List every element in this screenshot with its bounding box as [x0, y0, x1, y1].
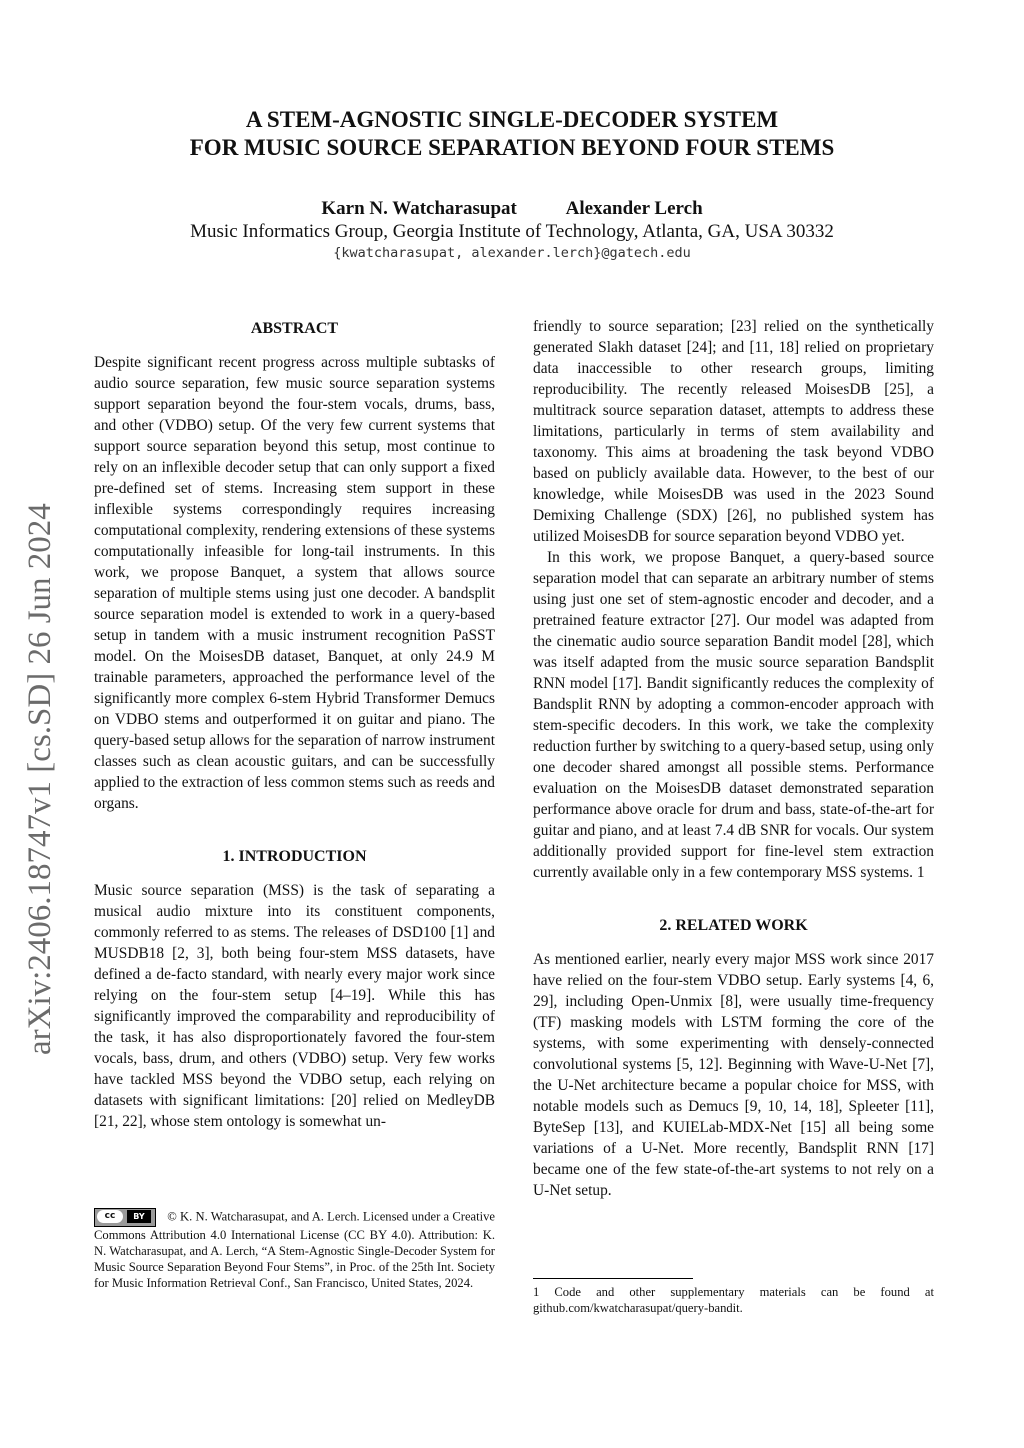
license-notice [94, 1208, 495, 1291]
author-name: Alexander Lerch [565, 198, 703, 219]
footnote: 1 Code and other supplementary materials can be found at github.com/kwatcharasupat/query-bandit. [533, 1285, 934, 1315]
footnote-rule [533, 1278, 693, 1279]
title-line-2: FOR MUSIC SOURCE SEPARATION BEYOND FOUR STEMS [189, 135, 835, 160]
license-text: © K. N. Watcharasupat, and A. Lerch. Licensed under a Creative Commons Attribution 4.0 International License (CC BY 4.0). Attribution: K. N. Watcharasupat, and A. Lerch, “A Stem-Agnostic Single-Decoder System for Music Source Separation Beyond Four Stems”, in Proc. of the 25th Int. Society for Music Information Retrieval Conf., San Francisco, United States, 2024. [94, 1209, 496, 1290]
title-line-1: A STEM-AGNOSTIC SINGLE-DECODER SYSTEM [245, 107, 779, 132]
paper-title [0, 106, 1024, 162]
introduction-text: Music source separation (MSS) is the task of separating a musical audio mixture into its constituent components, commonly referred to as stems. The releases of DSD100 [1] and MUSDB18 [2, 3], both being four-stem MSS datasets, have defined a de-facto standard, with nearly every major work since relying on the four-stem setup [4–19]. While this has significantly improved the comparability and reproducibility of the task, it has also disproportionately favored the four-stem vocals, bass, drum, and others (VDBO) setup. Very few works have tackled MSS beyond the VDBO setup, each relying on datasets with significant limitations: [20] relied on MedleyDB [21, 22], whose stem ontology is somewhat un- [94, 882, 495, 1130]
author-name: Karn N. Watcharasupat [321, 198, 517, 219]
affiliation: Music Informatics Group, Georgia Institute of Technology, Atlanta, GA, USA 30332 [190, 221, 834, 242]
author-list [0, 197, 1024, 221]
introduction-heading: 1. INTRODUCTION [222, 848, 367, 865]
abstract-heading: ABSTRACT [250, 320, 339, 337]
arxiv-identifier: arXiv:2406.18747v1 [cs.SD] 26 Jun 2024 [22, 503, 58, 1055]
creative-commons-icon [94, 1208, 156, 1227]
cc-badge-right: BY [127, 1210, 151, 1223]
left-column [94, 316, 495, 1132]
cc-badge-left: cc [97, 1210, 123, 1223]
abstract-text: Despite significant recent progress across multiple subtasks of audio source separation, few music source separation systems support separation beyond the four-stem vocals, drums, bass, and other (VDBO) setup. Of the very few current systems that support source separation beyond this setup, most continue to rely on an inflexible decoder setup that can only support a fixed pre-defined set of stems. Increasing stem support in these inflexible systems correspondingly requires increasing computational complexity, rendering extensions of these systems computationally infeasible for long-tail instruments. In this work, we propose Banquet, a system that allows source separation of multiple stems using just one decoder. A bandsplit source separation model is extended to work in a query-based setup in tandem with a music instrument recognition PaSST model. On the MoisesDB dataset, Banquet, at only 24.9 M trainable parameters, approached the performance level of the significantly more complex 6-stem Hybrid Transformer Demucs on VDBO stems and outperformed it on guitar and piano. The query-based setup allows for the separation of narrow instrument classes such as clean acoustic guitars, and can be successfully applied to the extraction of less common stems such as reeds and organs. [94, 354, 495, 812]
author-email: {kwatcharasupat, alexander.lerch}@gatech.edu [333, 245, 691, 261]
introduction-continued: friendly to source separation; [23] relied on the synthetically generated Slakh dataset [24]; and [11, 18] relied on proprietary data inaccessible to other research groups, limiting reproducibility. The recently released MoisesDB [25], a multitrack source separation dataset, attempts to address these limitations, particularly in terms of stem availability and taxonomy. This aims at broadening the task beyond VDBO based on publicly available data. However, to the best of our knowledge, while MoisesDB was used in the 2023 Sound Demixing Challenge (SDX) [26], no published system has utilized MoisesDB for source separation beyond VDBO yet. [533, 318, 934, 545]
right-column [533, 316, 934, 1201]
related-work-text: As mentioned earlier, nearly every major MSS work since 2017 have relied on the four-stem VDBO setup. Early systems [4, 6, 29], including Open-Unmix [8], were usually time-frequency (TF) masking models with LSTM forming the core of the systems, with some experimenting with densely-connected convolutional systems [5, 12]. Beginning with Wave-U-Net [7], the U-Net architecture became a popular choice for MSS, with notable models such as Demucs [9, 10, 14, 18], Spleeter [11], ByteSep [13], and KUIELab-MDX-Net [15] all being some variations of a U-Net. More recently, Bandsplit RNN [17] became one of the few state-of-the-art systems to not rely on a U-Net setup. [533, 951, 934, 1199]
related-work-heading: 2. RELATED WORK [659, 917, 808, 934]
introduction-paragraph-2: In this work, we propose Banquet, a query-based source separation model that can separate an arbitrary number of stems using just one set of stem-agnostic encoder and decoder, and a pretrained feature extractor [27]. Our model was adapted from the cinematic audio source separation Bandit model [28], which was itself adapted from the music source separation Bandsplit RNN model [17]. Bandit significantly reduces the complexity of Bandsplit RNN by adopting a common-encoder approach with stem-specific decoders. In this work, we take the complexity reduction further by switching to a query-based setup, using only one decoder shared amongst all possible stems. Performance evaluation on the MoisesDB dataset demonstrated separation performance above oracle for drum and bass, state-of-the-art for guitar and piano, and at least 7.4 dB SNR for vocals. Our system additionally provided support for fine-level stem extraction currently available only in a few contemporary MSS systems. 1 [533, 549, 934, 881]
